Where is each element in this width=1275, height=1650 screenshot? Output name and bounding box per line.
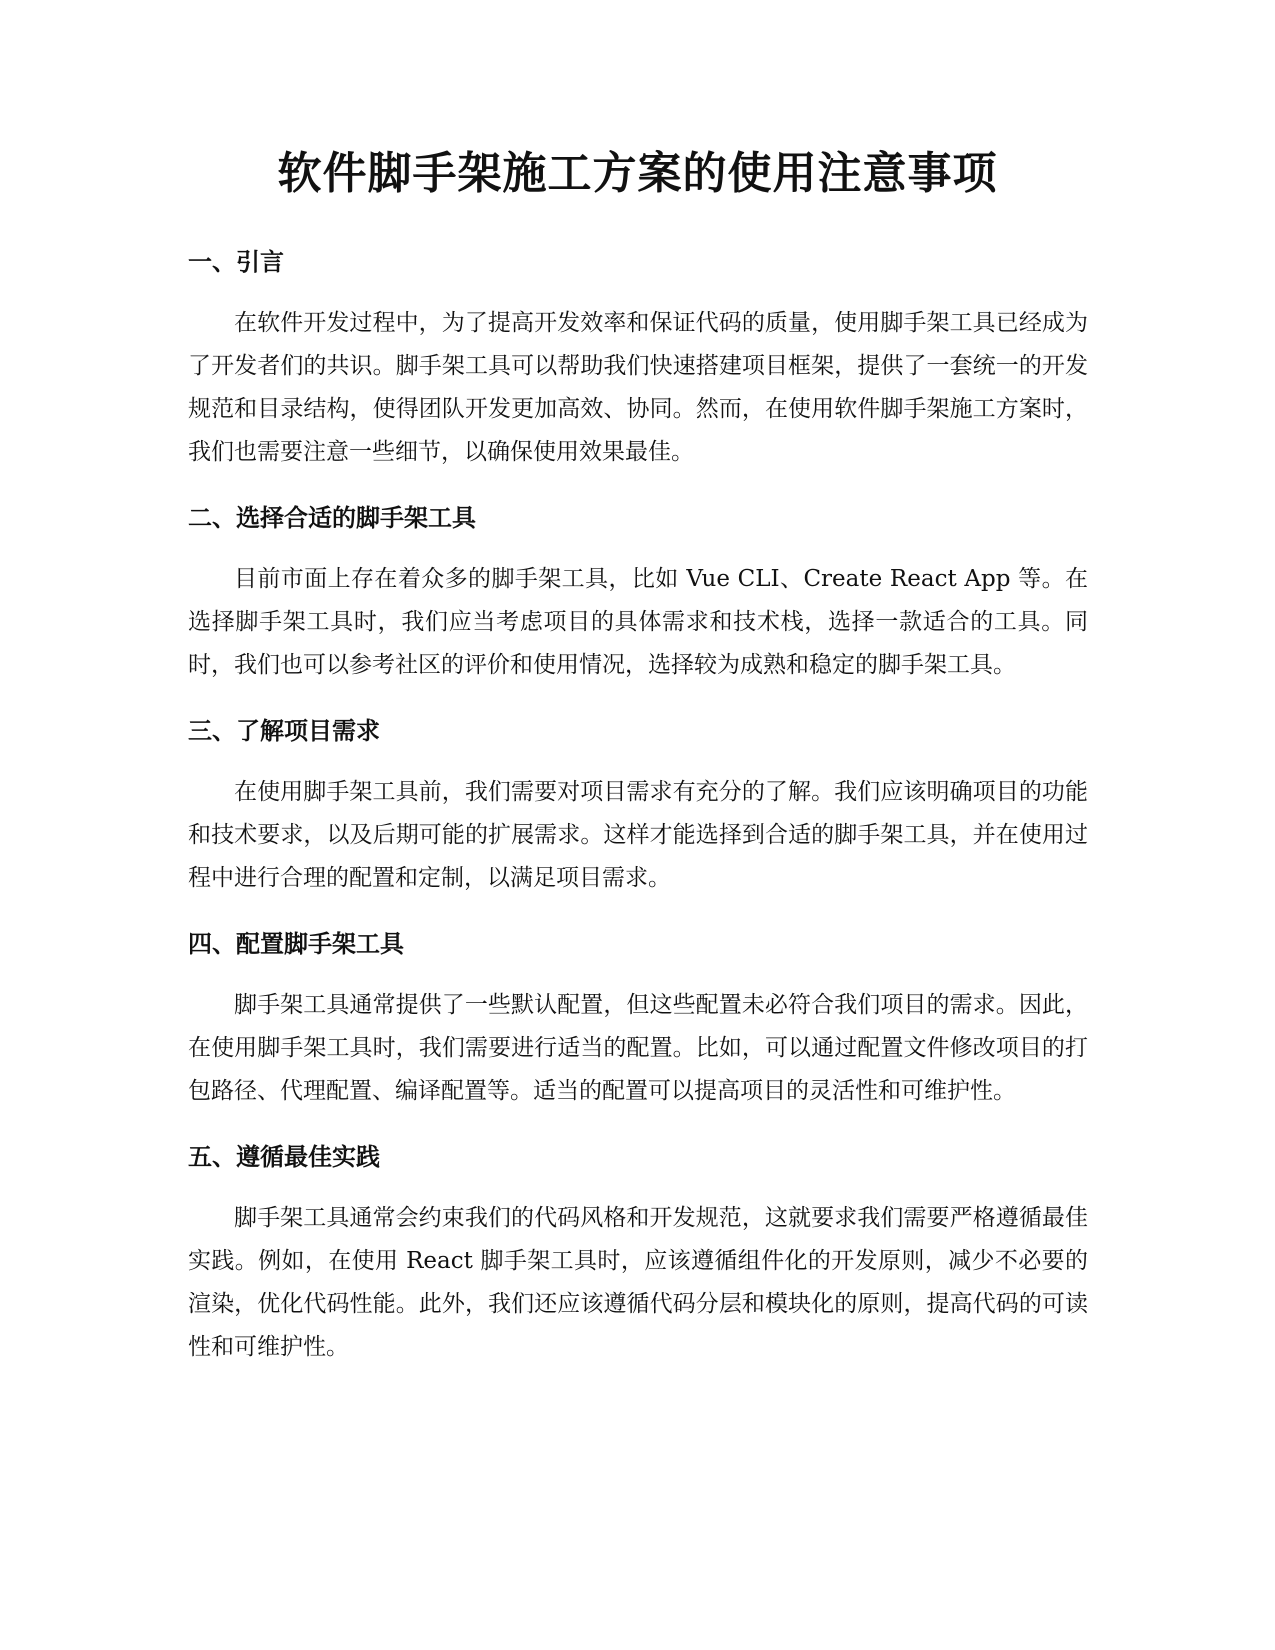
section-heading: 一、引言 [188, 248, 284, 276]
section-configure-tool [188, 924, 1088, 1137]
section-heading: 三、了解项目需求 [188, 717, 380, 745]
section-choose-tool [188, 498, 1088, 711]
section-heading: 二、选择合适的脚手架工具 [188, 504, 476, 532]
section-project-requirements [188, 711, 1088, 924]
section-paragraph: 在使用脚手架工具前，我们需要对项目需求有充分的了解。我们应该明确项目的功能和技术要求，以及后期可能的扩展需求。这样才能选择到合适的脚手架工具，并在使用过程中进行合理的配置和定制，以满足项目需求。 [188, 779, 1088, 891]
section-introduction [188, 242, 1088, 498]
section-heading: 五、遵循最佳实践 [188, 1143, 380, 1171]
section-paragraph: 脚手架工具通常提供了一些默认配置，但这些配置未必符合我们项目的需求。因此，在使用脚手架工具时，我们需要进行适当的配置。比如，可以通过配置文件修改项目的打包路径、代理配置、编译配置等。适当的配置可以提高项目的灵活性和可维护性。 [188, 992, 1088, 1104]
document-title: 软件脚手架施工方案的使用注意事项 [277, 148, 998, 199]
document-body [188, 242, 1088, 1369]
section-paragraph: 在软件开发过程中，为了提高开发效率和保证代码的质量，使用脚手架工具已经成为了开发者们的共识。脚手架工具可以帮助我们快速搭建项目框架，提供了一套统一的开发规范和目录结构，使得团队开发更加高效、协同。然而，在使用软件脚手架施工方案时，我们也需要注意一些细节，以确保使用效果最佳。 [188, 310, 1088, 465]
section-best-practices [188, 1137, 1088, 1369]
section-paragraph: 脚手架工具通常会约束我们的代码风格和开发规范，这就要求我们需要严格遵循最佳实践。例如，在使用 React 脚手架工具时，应该遵循组件化的开发原则，减少不必要的渲染，优化代码性能。此外，我们还应该遵循代码分层和模块化的原则，提高代码的可读性和可维护性。 [188, 1205, 1088, 1360]
section-paragraph: 目前市面上存在着众多的脚手架工具，比如 Vue CLI、Create React App 等。在选择脚手架工具时，我们应当考虑项目的具体需求和技术栈，选择一款适合的工具。同时，我们也可以参考社区的评价和使用情况，选择较为成熟和稳定的脚手架工具。 [188, 566, 1088, 678]
section-heading: 四、配置脚手架工具 [188, 930, 404, 958]
